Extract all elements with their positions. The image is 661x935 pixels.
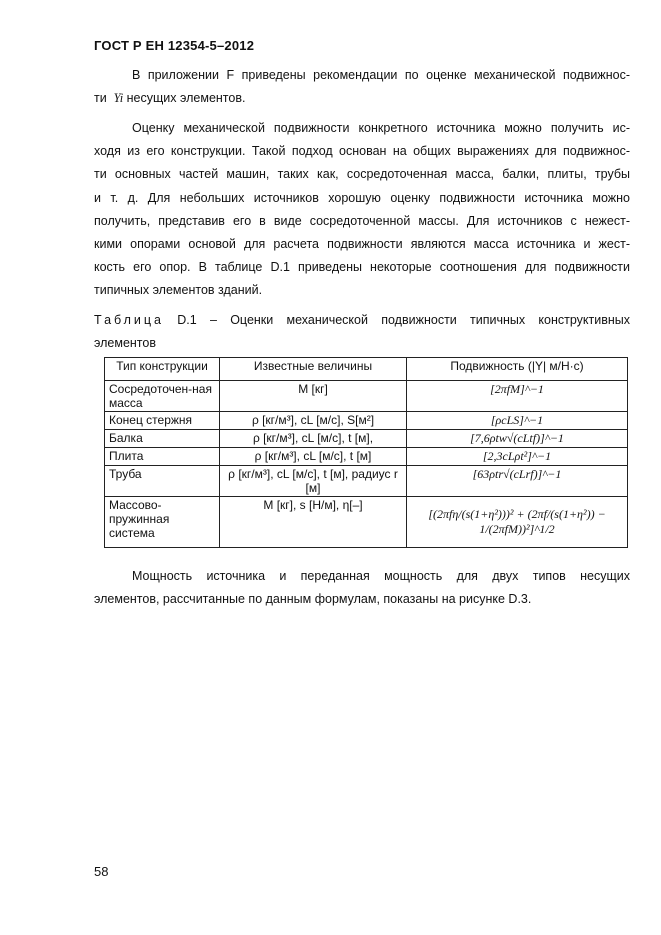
cell-mobility: [7,6ρtw√(cLtf)]^−1 (407, 430, 628, 448)
mobility-symbol: Yi (113, 91, 124, 106)
paragraph-2 (94, 117, 630, 303)
para3-line1: Мощность источника и переданная мощность для двух типов несущих (132, 569, 630, 583)
cell-mobility: [(2πfη/(s(1+η²)))² + (2πf/(s(1+η²)) − 1/(2πfM))²]^1/2 (407, 497, 628, 548)
cell-type: Сосредоточен-ная масса (105, 381, 220, 412)
page-number: 58 (94, 864, 109, 879)
para2-line: Оценку механической подвижности конкретного источника можно получить ис- (132, 121, 630, 135)
cell-type: Массово-пружинная система (105, 497, 220, 548)
para2-line: кими опорами основой для расчета подвижности являются масса источника и жест- (94, 236, 630, 251)
para1-line1: В приложении F приведены рекомендации по оценке механической подвижнос- (132, 68, 630, 82)
cell-known: ρ [кг/м³], cL [м/с], t [м], радиус r [м] (220, 466, 407, 497)
para2-line: типичных элементов зданий. (94, 283, 263, 298)
cell-mobility: [2,3cLρt²]^−1 (407, 448, 628, 466)
cell-type: Плита (105, 448, 220, 466)
cell-type: Труба (105, 466, 220, 497)
paragraph-3 (94, 565, 630, 611)
para2-line: ходя из его конструкции. Такой подход основан на общих выражениях для подвижнос- (94, 144, 630, 159)
cell-known: M [кг] (220, 381, 407, 412)
table-row (105, 466, 628, 497)
header-type: Тип конструкции (105, 358, 220, 381)
paragraph-1 (94, 64, 630, 110)
cell-mobility: [63ρtr√(cLrf)]^−1 (407, 466, 628, 497)
cell-type: Конец стержня (105, 412, 220, 430)
table-caption (94, 309, 630, 355)
para2-line: получить, представив его в виде сосредоточенной массы. Для источников с нежест- (94, 213, 630, 228)
cell-type: Балка (105, 430, 220, 448)
para1-line2-post: несущих элементов. (126, 91, 246, 106)
table-row (105, 497, 628, 548)
cell-known: ρ [кг/м³], cL [м/с], t [м] (220, 448, 407, 466)
mobility-table (104, 357, 628, 548)
caption-text: D.1 – Оценки механической подвижности типичных конструктивных (177, 313, 630, 327)
document-header: ГОСТ Р ЕН 12354-5–2012 (94, 38, 255, 53)
caption-label: Таблица (94, 313, 165, 327)
cell-mobility: [2πfM]^−1 (407, 381, 628, 412)
para2-line: кость его опор. В таблице D.1 приведены некоторые соотношения для подвижности (94, 260, 630, 275)
caption-line1 (94, 309, 630, 332)
cell-mobility: [ρcLS]^−1 (407, 412, 628, 430)
para2-line: ти основных частей машин, таких как, сосредоточенная масса, балки, плиты, трубы (94, 167, 630, 182)
header-known: Известные величины (220, 358, 407, 381)
cell-known: ρ [кг/м³], cL [м/с], S[м²] (220, 412, 407, 430)
table-header-row (105, 358, 628, 381)
table-row (105, 381, 628, 412)
cell-known: ρ [кг/м³], cL [м/с], t [м], (220, 430, 407, 448)
para2-line: и т. д. Для небольших источников хорошую оценку подвижности источника можно (94, 190, 630, 205)
table-row (105, 430, 628, 448)
header-mobility: Подвижность (|Y| м/Н·с) (407, 358, 628, 381)
para1-line2-pre: ти (94, 91, 107, 106)
para3-line2: элементов, рассчитанные по данным формулам, показаны на рисунке D.3. (94, 592, 532, 607)
cell-known: M [кг], s [Н/м], η[–] (220, 497, 407, 548)
caption-line2: элементов (94, 336, 156, 350)
table-row (105, 448, 628, 466)
para1-line2 (94, 87, 630, 110)
table-row (105, 412, 628, 430)
